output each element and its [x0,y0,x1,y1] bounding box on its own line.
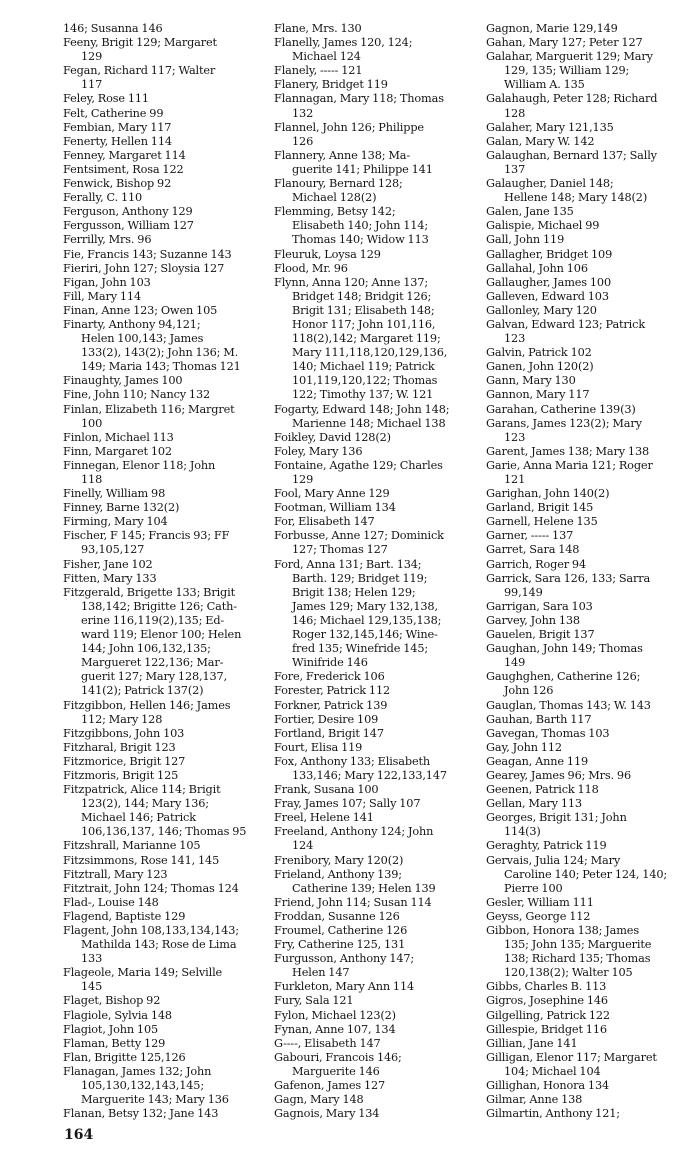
index-entry: Gauglan, Thomas 143; W. 143 [486,698,651,712]
index-entry: 146; Susanna 146 [63,22,163,35]
index-entry: Galvin, Patrick 102 [486,346,592,360]
index-entry: Fieriri, John 127; Sloysia 127 [63,261,225,275]
index-entry: Galvan, Edward 123; Patrick 123 [486,317,646,346]
index-entry: Friend, John 114; Susan 114 [274,895,432,909]
index-entry: Gauelen, Brigit 137 [486,628,595,642]
index-entry: Gannon, Mary 117 [486,388,590,402]
index-entry: Gahan, Mary 127; Peter 127 [486,36,643,50]
index-entry: Flane, Mrs. 130 [274,22,362,35]
index-entry: Feley, Rose 111 [63,92,149,106]
index-entry: Feeny, Brigit 129; Margaret 129 [63,36,217,64]
index-entry: Gilmartin, Anthony 121; [486,1107,620,1121]
index-entry: Flanagan, James 132; John 105,130,132,143,145; Marguerite 143; Mary 136 [63,1064,229,1107]
index-entry: Foikley, David 128(2) [274,430,391,444]
index-entry: Flaget, Bishop 92 [63,994,161,1008]
index-entry: Gaughghen, Catherine 126; John 126 [486,670,641,698]
index-entry: Fenwick, Bishop 92 [63,177,172,191]
index-entry: Fortland, Brigit 147 [274,726,384,740]
index-entry: G----, Elisabeth 147 [274,1036,381,1050]
index-entry: Freel, Helene 141 [274,811,374,825]
index-entry: Flageole, Maria 149; Selville 145 [63,966,223,994]
index-entry: Fine, John 110; Nancy 132 [63,388,211,402]
index-entry: Flannery, Anne 138; Ma- guerite 141; Philippe 141 [274,148,433,176]
index-entry: Garrigan, Sara 103 [486,599,593,613]
index-entry: Gibbs, Charles B. 113 [486,980,607,994]
index-entry: Fembian, Mary 117 [63,120,172,134]
index-entry: Ganen, John 120(2) [486,360,594,374]
index-entry: Garent, James 138; Mary 138 [486,444,650,458]
index-entry: Fitzmoris, Brigit 125 [63,768,179,782]
index-entry: Gallonley, Mary 120 [486,303,597,317]
index-entry: Furgusson, Anthony 147; Helen 147 [274,952,415,980]
index-entry: Fenerty, Hellen 114 [63,134,172,148]
index-entry: Georges, Brigit 131; John 114(3) [486,811,627,839]
index-entry: Frenibory, Mary 120(2) [274,853,404,867]
index-entry: Gilgelling, Patrick 122 [486,1008,610,1022]
index-entry: Fitzsimmons, Rose 141, 145 [63,853,220,867]
index-entry: Gagnois, Mary 134 [274,1107,380,1121]
index-entry: Fray, James 107; Sally 107 [274,797,421,811]
index-entry: Fitzharal, Brigit 123 [63,740,176,754]
index-entry: Gabouri, Francois 146; Marguerite 146 [274,1050,402,1078]
index-entry: Flanoury, Bernard 128; Michael 128(2) [274,177,403,205]
index-entry: Garie, Anna Maria 121; Roger 121 [486,458,653,486]
index-entry: Flaman, Betty 129 [63,1036,166,1050]
index-entry: Finney, Barne 132(2) [63,501,180,515]
index-entry: Geenen, Patrick 118 [486,783,599,797]
index-entry: Fenney, Margaret 114 [63,148,186,162]
index-column-1 [63,22,268,1121]
index-entry: Fitzgerald, Brigette 133; Brigit 138,142; Brigitte 126; Cath- erine 116,119(2),135; Ed- ward 119; Elenor 100; Helen 144; John 106,132,135; Margueret 122,136; Mar- guerit 127; Mary 128,137, 141(2); Patrick 137(2) [63,585,242,698]
index-entry: Fitzshrall, Marianne 105 [63,839,201,853]
index-entry: Flagiole, Sylvia 148 [63,1008,172,1022]
index-entry: Forester, Patrick 112 [274,684,391,698]
index-entry: Finelly, William 98 [63,487,166,501]
index-entry: Figan, John 103 [63,275,151,289]
index-entry: Flemming, Betsy 142; Elisabeth 140; John 114; Thomas 140; Widow 113 [274,205,429,247]
index-entry: Flad-, Louise 148 [63,895,159,909]
index-column-2 [274,22,480,1121]
index-entry: Fitzgibbon, Hellen 146; James 112; Mary 128 [63,698,231,726]
index-entry: Gillespie, Bridget 116 [486,1022,607,1036]
index-entry: Geyss, George 112 [486,909,591,923]
index-column-3 [486,22,696,1121]
index-entry: Fegan, Richard 117; Walter 117 [63,64,216,92]
index-entry: Gagn, Mary 148 [274,1093,364,1107]
index-entry: Gillian, Jane 141 [486,1036,578,1050]
index-entry: Fleuruk, Loysa 129 [274,247,381,261]
index-entry: Garahan, Catherine 139(3) [486,402,636,416]
index-entry: Gaughan, John 149; Thomas 149 [486,642,643,670]
index-entry: Freeland, Anthony 124; John 124 [274,825,434,853]
index-entry: Finlan, Elizabeth 116; Margret 100 [63,402,235,430]
index-entry: Gagnon, Marie 129,149 [486,22,618,35]
index-entry: Galaughan, Bernard 137; Sally 137 [486,148,657,176]
index-entry: Gann, Mary 130 [486,374,576,388]
index-entry: Flanelly, James 120, 124; Michael 124 [274,36,413,64]
index-entry: Fischer, F 145; Francis 93; FF 93,105,127 [63,529,230,557]
index-entry: Foley, Mary 136 [274,444,363,458]
index-entry: Gafenon, James 127 [274,1079,386,1093]
index-entry: Gibbon, Honora 138; James 135; John 135; Marguerite 138; Richard 135; Thomas 120,138(2); Walter 105 [486,924,652,980]
index-entry: Fourt, Elisa 119 [274,740,363,754]
index-entry: Fury, Sala 121 [274,994,354,1008]
index-entry: Flood, Mr. 96 [274,261,348,275]
index-entry: Flannagan, Mary 118; Thomas 132 [274,92,444,120]
index-entry: Garans, James 123(2); Mary 123 [486,416,642,444]
index-entry: Ford, Anna 131; Bart. 134; Barth. 129; Bridget 119; Brigit 138; Helen 129; James 129; Mary 132,138, 146; Michael 129,135,138; Roger 132,145,146; Wine- fred 135; Winefride 145; Winifride 146 [274,557,442,670]
index-entry: Garighan, John 140(2) [486,487,610,501]
index-entry: Fill, Mary 114 [63,289,141,303]
index-entry: Fry, Catherine 125, 131 [274,938,406,952]
index-entry: Froumel, Catherine 126 [274,924,408,937]
index-entry: Finnegan, Elenor 118; John 118 [63,458,216,486]
index-entry: Finarty, Anthony 94,121; Helen 100,143; James 133(2), 143(2); John 136; M. 149; Maria 143; Thomas 121 [63,317,241,374]
index-entry: Galleven, Edward 103 [486,289,609,303]
index-entry: Garret, Sara 148 [486,543,580,557]
index-entry: For, Elisabeth 147 [274,515,375,529]
index-entry: Galaugher, Daniel 148; Hellene 148; Mary 148(2) [486,177,648,205]
index-entry: Fitzpatrick, Alice 114; Brigit 123(2), 144; Mary 136; Michael 146; Patrick 106,136,137, 146; Thomas 95 [63,783,247,839]
index-entry: Finaughty, James 100 [63,374,183,388]
index-entry: Gellan, Mary 113 [486,797,582,811]
index-entry: Gallaugher, James 100 [486,275,611,289]
index-entry: Fie, Francis 143; Suzanne 143 [63,247,232,261]
index-entry: Flannel, John 126; Philippe 126 [274,120,424,148]
index-entry: Gearey, James 96; Mrs. 96 [486,768,631,782]
index-entry: Fitzgibbons, John 103 [63,726,185,740]
index-entry: Frank, Susana 100 [274,783,379,797]
index-entry: Flanely, ----- 121 [274,64,363,78]
index-entry: Garnell, Helene 135 [486,515,598,529]
index-entry: Flan, Brigitte 125,126 [63,1050,186,1064]
index-entry: Galan, Mary W. 142 [486,134,595,148]
index-entry: Galahaugh, Peter 128; Richard 128 [486,92,658,120]
index-entry: Flagent, John 108,133,134,143; Mathilda 143; Rose de Lima 133 [63,924,239,966]
index-entry: Ferally, C. 110 [63,191,143,205]
index-entry: Forbusse, Anne 127; Dominick 127; Thomas 127 [274,529,444,557]
index-entry: Fynan, Anne 107, 134 [274,1022,396,1036]
index-entry: Galahar, Marguerit 129; Mary 129, 135; William 129; William A. 135 [486,50,653,92]
index-entry: Froddan, Susanne 126 [274,909,400,923]
index-entry: Frieland, Anthony 139; Catherine 139; Helen 139 [274,867,436,895]
index-entry: Gillighan, Honora 134 [486,1079,610,1093]
index-entry: Finn, Margaret 102 [63,444,172,458]
index-entry: Fitzmorice, Brigit 127 [63,754,186,768]
index-entry: Garland, Brigit 145 [486,501,594,515]
index-entry: Garrick, Sara 126, 133; Sarra 99,149 [486,571,651,599]
index-entry: Gay, John 112 [486,740,562,754]
index-entry: Gervais, Julia 124; Mary Caroline 140; Peter 124, 140; Pierre 100 [486,853,668,895]
index-entry: Gesler, William 111 [486,895,594,909]
index-entry: Galaher, Mary 121,135 [486,120,614,134]
index-entry: Furkleton, Mary Ann 114 [274,980,415,994]
index-entry: Flanery, Bridget 119 [274,78,388,92]
index-entry: Finlon, Michael 113 [63,430,174,444]
index-entry: Fentsiment, Rosa 122 [63,162,184,176]
index-entry: Footman, William 134 [274,501,396,515]
index-entry: Fox, Anthony 133; Elisabeth 133,146; Mary 122,133,147 [274,754,447,782]
index-entry: Forkner, Patrick 139 [274,698,388,712]
index-entry: Gavegan, Thomas 103 [486,726,610,740]
index-entry: Garrich, Roger 94 [486,557,586,571]
index-entry: Gall, John 119 [486,233,565,247]
index-entry: Fortier, Desire 109 [274,712,379,726]
index-entry: Fergusson, William 127 [63,219,194,233]
index-entry: Finan, Anne 123; Owen 105 [63,303,218,317]
index-entry: Gilligan, Elenor 117; Margaret 104; Michael 104 [486,1050,657,1078]
index-entry: Gauhan, Barth 117 [486,712,592,726]
index-entry: Ferrilly, Mrs. 96 [63,233,152,247]
index-entry: Gigros, Josephine 146 [486,994,608,1008]
index-entry: Fylon, Michael 123(2) [274,1008,396,1022]
index-entry: Felt, Catherine 99 [63,106,164,120]
index-entry: Gallagher, Bridget 109 [486,247,613,261]
index-entry: Gilmar, Anne 138 [486,1093,583,1107]
index-entry: Garner, ----- 137 [486,529,574,543]
index-entry: Geagan, Anne 119 [486,754,589,768]
index-entry: Fontaine, Agathe 129; Charles 129 [274,458,443,486]
index-entry: Garvey, John 138 [486,613,580,627]
index-entry: Fitztrait, John 124; Thomas 124 [63,881,239,895]
index-entry: Fitztrall, Mary 123 [63,867,168,881]
index-entry: Fisher, Jane 102 [63,557,153,571]
index-entry: Firming, Mary 104 [63,515,168,529]
index-entry: Fitten, Mary 133 [63,571,157,585]
index-entry: Flynn, Anna 120; Anne 137; Bridget 148; Bridgit 126; Brigit 131; Elisabeth 148; Honor 117; John 101,116, 118(2),142; Margaret 119; Mary 111,118,120,129,136, 140; Michael 119; Patrick 101,119,120,122; Thomas 122; Timothy 137; W. 121 [274,275,448,402]
page-number: 164 [64,1127,94,1143]
index-entry: Galispie, Michael 99 [486,219,600,233]
index-entry: Geraghty, Patrick 119 [486,839,607,853]
index-entry: Flagiot, John 105 [63,1022,159,1036]
index-entry: Galen, Jane 135 [486,205,574,219]
index-entry: Fore, Frederick 106 [274,670,385,684]
index-entry: Ferguson, Anthony 129 [63,205,193,219]
index-entry: Fool, Mary Anne 129 [274,487,390,501]
index-entry: Fogarty, Edward 148; John 148; Marienne 148; Michael 138 [274,402,450,430]
index-entry: Flanan, Betsy 132; Jane 143 [63,1107,219,1121]
index-entry: Flagend, Baptiste 129 [63,909,186,923]
index-entry: Gallahal, John 106 [486,261,588,275]
